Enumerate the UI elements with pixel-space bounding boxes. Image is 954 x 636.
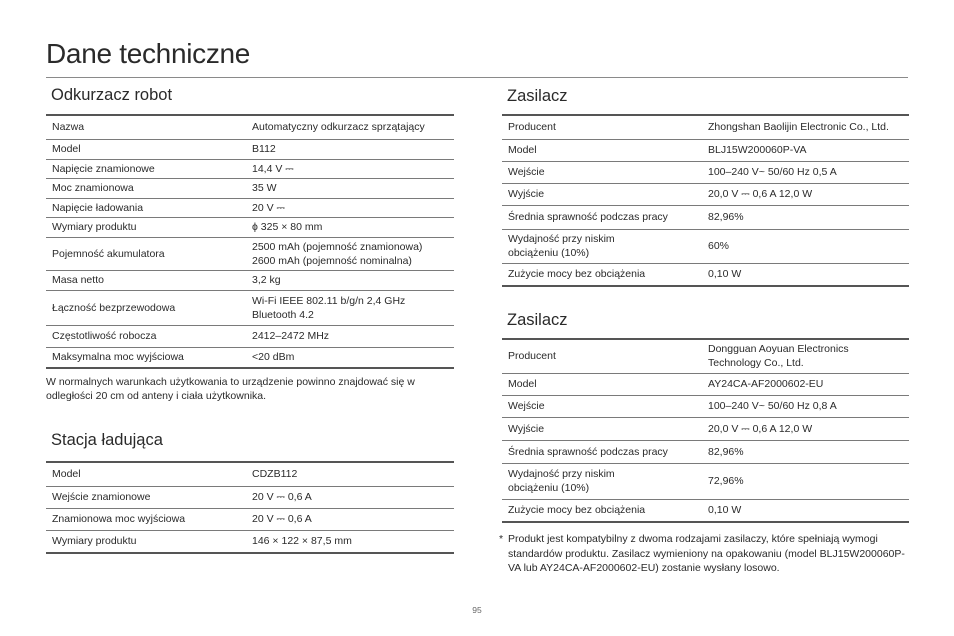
spec-label: Wyjście [502,417,702,440]
spec-value: 100–240 V~ 50/60 Hz 0,5 A [702,161,909,183]
spec-row [502,339,909,373]
spec-row [502,417,909,440]
spec-label: Wejście [502,395,702,417]
spec-label: Wejście [502,161,702,183]
spec-value: 2500 mAh (pojemność znamionowa) 2600 mAh (pojemność nominalna) [246,237,454,270]
spec-label: Producent [502,115,702,139]
spec-row [502,229,909,263]
spec-row [46,115,454,139]
spec-value: 2412–2472 MHz [246,325,454,347]
spec-row [46,217,454,237]
spec-label: Moc znamionowa [46,178,246,198]
spec-row [46,198,454,217]
spec-row [46,462,454,486]
robot-spec-table [46,114,454,369]
spec-label: Pojemność akumulatora [46,237,246,270]
adapter-1-spec-table [502,114,909,287]
spec-row [502,183,909,205]
spec-value: 146 × 122 × 87,5 mm [246,530,454,553]
section-title-station: Stacja ładująca [51,431,163,449]
spec-value: CDZB112 [246,462,454,486]
spec-label: Model [502,373,702,395]
spec-value: AY24CA-AF2000602-EU [702,373,909,395]
footnote-mark: * [499,533,504,545]
spec-row [502,499,909,522]
spec-value: BLJ15W200060P-VA [702,139,909,161]
spec-row [502,161,909,183]
spec-value: 60% [702,229,909,263]
spec-value: 20,0 V ⎓ 0,6 A 12,0 W [702,417,909,440]
spec-label: Wymiary produktu [46,217,246,237]
spec-value: Zhongshan Baolijin Electronic Co., Ltd. [702,115,909,139]
spec-label: Napięcie ładowania [46,198,246,217]
spec-row [502,205,909,229]
station-spec-table [46,461,454,554]
spec-label: Częstotliwość robocza [46,325,246,347]
spec-value: <20 dBm [246,347,454,368]
spec-value: 100–240 V~ 50/60 Hz 0,8 A [702,395,909,417]
spec-value: 72,96% [702,463,909,499]
page-number: 95 [472,605,482,615]
spec-value: Wi-Fi IEEE 802.11 b/g/n 2,4 GHz Bluetooth 4.2 [246,290,454,325]
spec-row [502,440,909,463]
spec-value: B112 [246,139,454,159]
spec-label: Wydajność przy niskim obciążeniu (10%) [502,229,702,263]
spec-label: Zużycie mocy bez obciążenia [502,263,702,286]
spec-row [46,325,454,347]
spec-row [502,139,909,161]
spec-value: Dongguan Aoyuan Electronics Technology Co., Ltd. [702,339,909,373]
spec-label: Wyjście [502,183,702,205]
spec-row [46,290,454,325]
adapter-footnote [499,532,911,576]
spec-label: Producent [502,339,702,373]
spec-label: Model [46,462,246,486]
spec-row [46,139,454,159]
spec-row [502,263,909,286]
spec-row [46,347,454,368]
spec-row [46,486,454,508]
spec-label: Wydajność przy niskim obciążeniu (10%) [502,463,702,499]
spec-value: 0,10 W [702,263,909,286]
spec-label: Masa netto [46,270,246,290]
spec-label: Łączność bezprzewodowa [46,290,246,325]
spec-row [46,530,454,553]
spec-value: 0,10 W [702,499,909,522]
page-title: Dane techniczne [46,38,251,69]
spec-value: Automatyczny odkurzacz sprzątający [246,115,454,139]
spec-label: Model [46,139,246,159]
spec-label: Średnia sprawność podczas pracy [502,440,702,463]
spec-label: Średnia sprawność podczas pracy [502,205,702,229]
title-divider [46,77,908,78]
spec-value: ϕ 325 × 80 mm [246,217,454,237]
spec-value: 3,2 kg [246,270,454,290]
spec-value: 20 V ⎓ 0,6 A [246,486,454,508]
spec-label: Zużycie mocy bez obciążenia [502,499,702,522]
footnote-text: Produkt jest kompatybilny z dwoma rodzajami zasilaczy, które spełniają wymogi standardów produktu. Zasilacz wymieniony na opakowaniu (model BLJ15W200060P-VA lub AY24CA-AF2000602-EU) zostanie wysłany losowo. [508,533,905,574]
spec-label: Wymiary produktu [46,530,246,553]
spec-value: 82,96% [702,440,909,463]
spec-row [502,463,909,499]
spec-value: 14,4 V ⎓ [246,159,454,178]
spec-label: Znamionowa moc wyjściowa [46,508,246,530]
spec-row [46,178,454,198]
spec-label: Wejście znamionowe [46,486,246,508]
section-title-adapter-2: Zasilacz [507,311,568,329]
spec-value: 20 V ⎓ [246,198,454,217]
spec-value: 35 W [246,178,454,198]
adapter-2-spec-table [502,338,909,523]
spec-row [46,159,454,178]
spec-label: Maksymalna moc wyjściowa [46,347,246,368]
spec-row [46,270,454,290]
spec-row [502,115,909,139]
spec-label: Napięcie znamionowe [46,159,246,178]
spec-label: Nazwa [46,115,246,139]
spec-row [46,237,454,270]
spec-value: 82,96% [702,205,909,229]
section-title-robot: Odkurzacz robot [51,86,173,104]
section-title-adapter-1: Zasilacz [507,87,568,105]
spec-label: Model [502,139,702,161]
spec-row [46,508,454,530]
robot-safety-note: W normalnych warunkach użytkowania to urządzenie powinno znajdować się w odległości 20 cm od anteny i ciała użytkownika. [46,376,415,402]
spec-row [502,395,909,417]
spec-value: 20 V ⎓ 0,6 A [246,508,454,530]
spec-value: 20,0 V ⎓ 0,6 A 12,0 W [702,183,909,205]
spec-row [502,373,909,395]
